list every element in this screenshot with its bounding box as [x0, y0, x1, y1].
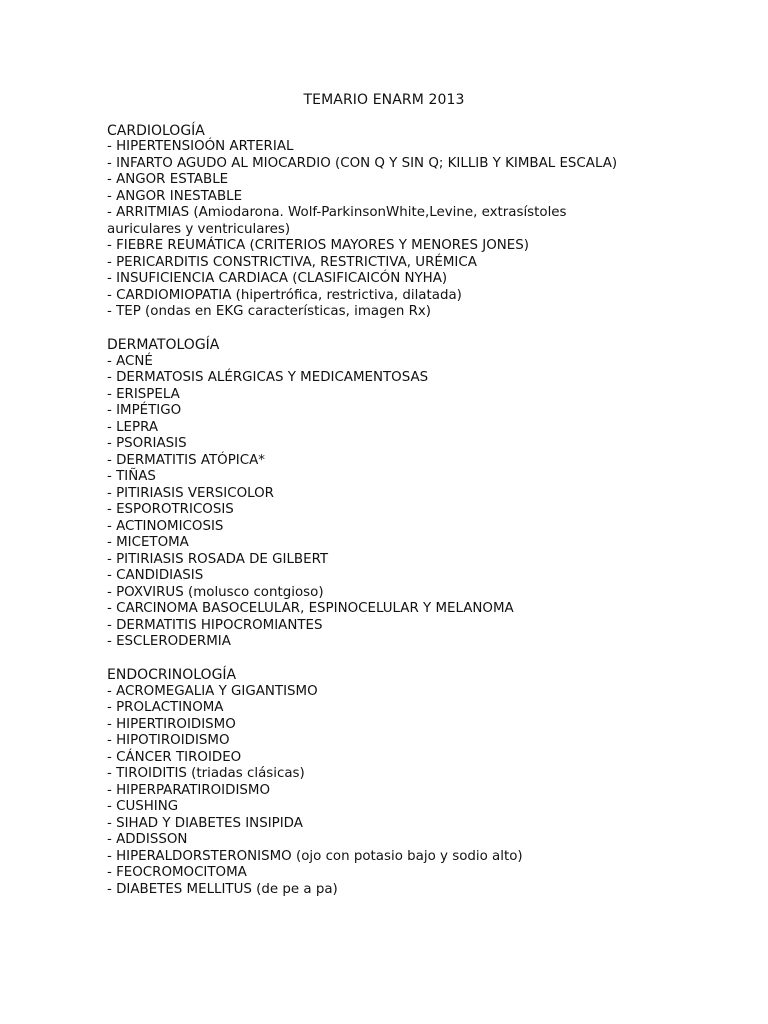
list-item: - INSUFICIENCIA CARDIACA (CLASIFICAICÓN NYHA)	[107, 271, 448, 286]
list-item: - LEPRA	[107, 419, 159, 435]
list-item: - CÁNCER TIROIDEO	[107, 749, 242, 765]
list-item: - HIPOTIROIDISMO	[107, 733, 230, 748]
list-item: - TIÑAS	[107, 469, 156, 484]
list-item: - FIEBRE REUMÁTICA (CRITERIOS MAYORES Y MENORES JONES)	[107, 238, 529, 253]
list-item: - DERMATOSIS ALÉRGICAS Y MEDICAMENTOSAS	[107, 370, 429, 385]
list-item: - DERMATITIS ATÓPICA*	[107, 452, 265, 468]
list-item: - CARDIOMIOPATIA (hipertrófica, restrictiva, dilatada)	[107, 287, 462, 303]
list-item: - TEP (ondas en EKG características, imagen Rx)	[107, 304, 432, 319]
document-title: TEMARIO ENARM 2013	[303, 92, 465, 108]
list-item: - DERMATITIS HIPOCROMIANTES	[107, 617, 323, 633]
list-item: - ADDISSON	[107, 832, 188, 847]
list-item: - POXVIRUS (molusco contgioso)	[107, 584, 324, 600]
list-item: - ACROMEGALIA Y GIGANTISMO	[107, 683, 318, 699]
list-item: - HIPERPARATIROIDISMO	[107, 782, 270, 798]
list-item: - HIPERTENSIOÓN ARTERIAL	[107, 139, 294, 154]
list-item: - ANGOR INESTABLE	[107, 188, 243, 204]
list-item: - ESPOROTRICOSIS	[107, 502, 234, 517]
list-item: - PITIRIASIS VERSICOLOR	[107, 485, 274, 501]
list-item: - PROLACTINOMA	[107, 700, 224, 715]
list-item: - MICETOMA	[107, 535, 189, 550]
list-item: - FEOCROMOCITOMA	[107, 865, 247, 880]
list-item: - PSORIASIS	[107, 436, 187, 451]
list-item: - ANGOR ESTABLE	[107, 172, 229, 187]
list-item: - HIPERALDORSTERONISMO (ojo con potasio bajo y sodio alto)	[107, 848, 523, 864]
section-heading: CARDIOLOGÍA	[107, 122, 205, 139]
document-body	[107, 123, 707, 915]
list-item: - ACTINOMICOSIS	[107, 518, 224, 534]
list-item: - ESCLERODERMIA	[107, 634, 231, 649]
list-item: - INFARTO AGUDO AL MIOCARDIO (CON Q Y SIN Q; KILLIB Y KIMBAL ESCALA)	[107, 155, 618, 171]
list-item: - ACNÉ	[107, 353, 153, 369]
list-item: - PITIRIASIS ROSADA DE GILBERT	[107, 551, 329, 567]
section-dermatologia	[107, 337, 707, 651]
list-item: - CANDIDIASIS	[107, 568, 204, 583]
list-item: - HIPERTIROIDISMO	[107, 716, 236, 732]
section-endocrinologia	[107, 667, 707, 898]
list-item: - CARCINOMA BASOCELULAR, ESPINOCELULAR Y MELANOMA	[107, 601, 514, 616]
list-item: - TIROIDITIS (triadas clásicas)	[107, 766, 305, 781]
section-heading: DERMATOLOGÍA	[107, 337, 220, 353]
list-item: - SIHAD Y DIABETES INSIPIDA	[107, 815, 303, 831]
list-item: - IMPÉTIGO	[107, 403, 182, 418]
section-cardiologia	[107, 123, 707, 321]
list-item: - ERISPELA	[107, 386, 180, 402]
section-heading: ENDOCRINOLOGÍA	[107, 667, 237, 683]
list-item: - PERICARDITIS CONSTRICTIVA, RESTRICTIVA, URÉMICA	[107, 254, 477, 270]
list-item: - DIABETES MELLITUS (de pe a pa)	[107, 881, 338, 897]
list-item: - CUSHING	[107, 799, 179, 814]
list-item: - ARRITMIAS (Amiodarona. Wolf-ParkinsonWhite,Levine, extrasístoles auriculares y ventriculares)	[107, 205, 567, 237]
